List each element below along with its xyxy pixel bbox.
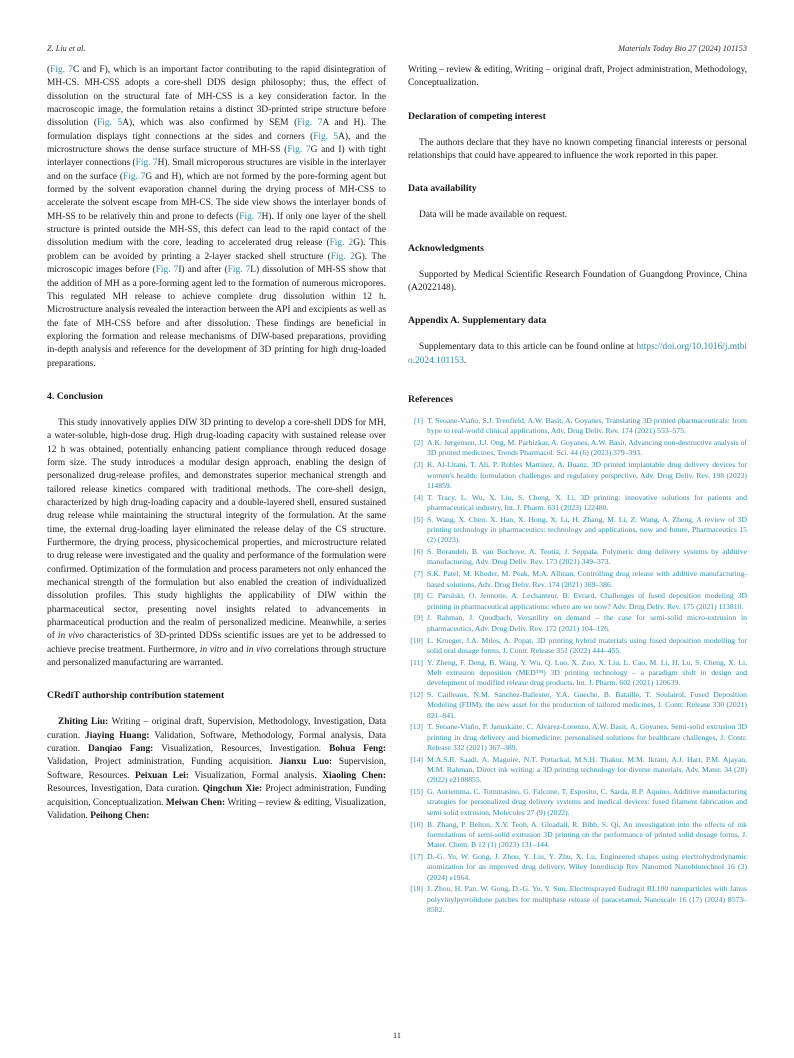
left-column	[47, 64, 386, 823]
text-segment: in vivo	[246, 644, 272, 655]
text-segment: Supervision, Software, Resources.	[47, 757, 386, 781]
text-segment: Peixuan Lei:	[135, 770, 195, 781]
reference-number: [18]	[410, 884, 423, 894]
text-segment: Jianxu Luo:	[279, 757, 339, 768]
text-segment: G and I) with tight interlayer connections (	[47, 145, 386, 169]
text-segment: Resources, Investigation, Data curation.	[47, 784, 203, 795]
text-segment: correlations through structure and personalized manufacturing are warranted.	[47, 644, 386, 669]
reference-link-text[interactable]: T. Seoane-Viaño, S.J. Trenfield, A.W. Basit, A. Goyanes, Translating 3D printed pharmaceuticals: from hype to real-world clinical applications, Adv. Drug Deliv. Rev. 174 (2021) 553–575.	[427, 416, 747, 436]
figure-reference-link[interactable]: Fig. 7	[135, 158, 158, 169]
figure-reference-link[interactable]: Fig. 7	[287, 145, 311, 156]
reference-link-text[interactable]: K. Al-Litani, T. Ali, P. Robles Martinez, A. Buanz, 3D printed implantable drug delivery devices for women's health: formulation challenges and regulatory perspective, Adv. Drug Deliv. Rev. 198 (2023) 114859.	[427, 460, 747, 490]
conclusion-paragraph	[47, 417, 386, 671]
text-segment: I) and after (	[178, 265, 228, 276]
text-segment: in vitro	[199, 644, 228, 655]
text-segment: Peihong Chen:	[90, 810, 150, 821]
reference-link-text[interactable]: T. Tracy, L. Wu, X. Liu, S. Cheng, X. Li, 3D printing: innovative solutions for patients and pharmaceutical industry, Int. J. Pharm. 631 (2023) 122480.	[427, 492, 747, 512]
reference-item	[408, 547, 747, 568]
reference-link-text[interactable]: S.K. Patel, M. Khoder, M. Peak, M.A. Alhnan, Controlling drug release with additive manufacturing-based solutions, Adv. Drug Deliv. Rev. 174 (2021) 369–386.	[427, 569, 747, 589]
section-heading: Data availability	[408, 183, 477, 195]
figure-reference-link[interactable]: Fig. 5	[96, 118, 123, 129]
reference-link-text[interactable]: S. Wang, X. Chen, X. Han, X. Hong, X. Li, H. Zhang, M. Li, Z. Wang, A. Zheng, A review of 3D printing technology in pharmaceutics: technology and applications, now and future, Pharmaceutics 15 (2) (2023).	[427, 514, 747, 545]
back-matter-sections	[408, 111, 747, 296]
reference-number: [6]	[414, 547, 423, 557]
reference-number: [13]	[410, 722, 423, 732]
text-segment: A and H). The formulation displays tight connections at the sides and corners (	[47, 118, 386, 142]
text-segment: Danqiao Fang:	[88, 744, 162, 755]
text-segment: Xiaoling Chen:	[322, 770, 386, 781]
reference-link-text[interactable]: J. Rahman, J. Quodbach, Versatility on demand – the case for semi-solid micro-extrusion in pharmaceutics, Adv. Drug Deliv. Rev. 172 (2021) 104–126.	[427, 613, 747, 633]
text-segment: G and H), which are not formed by the pore-forming agent but formed by the solvent evaporation channel during the drying process of MH-CSS to accelerate the solvent escape from MH-CS. The side view shows the interlayer bonds of MH-SS to be relatively thin and prone to defects (	[47, 171, 386, 222]
page-number: 11	[393, 1031, 401, 1040]
reference-item	[408, 416, 747, 437]
reference-link-text[interactable]: C. Parulski, O. Jennotte, A. Lechanteur, B. Evrard, Challenges of fused deposition modeling 3D printing in pharmaceutical applications: where are we now? Adv. Drug Deliv. Rev. 175 (2021) 113810.	[427, 591, 747, 611]
reference-item	[408, 438, 747, 459]
figure-reference-link[interactable]: Fig. 7	[227, 265, 251, 276]
reference-link-text[interactable]: S. Cailleaux, N.M. Sanchez-Ballester, Y.A. Gueche, B. Bataille, T. Soulairol, Fused Deposition Modeling (FDM), the new asset for the production of tailored medicines, J. Contr. Release 330 (2021) 821–841.	[427, 690, 747, 720]
text-segment: This study innovatively applies DIW 3D printing to develop a core-shell DDS for MH, a water-soluble, high-dose drug. High drug-loading capacity with sustained release over 12 h was obtained, potentially enhancing patient compliance through reduced dosage form size. The study introduces a modular design approach, enabling the design of personalized drug-release profiles, and demonstrates superior mechanical strength and tailored release kinetics compared with traditional methods. The core-shell design, characterized by high drug-loading capacity and a double-layered shell, ensured sustained drug release while maintaining the structural integrity of the formulation. At the same time, the external drug-loading layer eliminated the release delay of the CS structure. Furthermore, the drying process, physicochemical properties, and microstructure related to drug release were investigated and the quality and performance of the formulation were confirmed. Optimization of the formulation and process parameters not only enhanced the mechanical strength of the formulation but also enabled the creation of individualized dissolution profiles. This study highlights the applicability of DIW within the pharmaceutical sector, presenting novel insights related to advancements in pharmaceutical production and the realm of personalized medicine. Meanwhile, a series of	[47, 417, 386, 642]
reference-item	[408, 658, 747, 689]
text-segment: Validation, Project administration, Funding acquisition.	[47, 757, 280, 768]
figure-reference-link[interactable]: Fig. 7	[239, 211, 262, 222]
references-heading: References	[408, 394, 454, 406]
reference-number: [14]	[410, 754, 423, 764]
reference-link-text[interactable]: G. Auriemma, C. Tommasino, G. Falcone, T. Esposito, C. Sarda, R.P. Aquino, Additive manufacturing strategies for personalized drug delivery systems and medical devices: fused filament fabrication and semi solid extrusion, Molecules 27 (9) (2022).	[427, 787, 747, 817]
text-segment: Writing – review & editing, Visualization, Validation.	[47, 797, 386, 821]
reference-list	[408, 416, 747, 915]
text-segment: Validation, Software, Methodology, Formal analysis, Data curation.	[47, 730, 386, 755]
reference-link-text[interactable]: A.K. Jørgensen, J.J. Ong, M. Parhizkar, A. Goyanes, A.W. Basit, Advancing non-destructive analysis of 3D printed medicines, Trends Pharmacol. Sci. 44 (6) (2023) 379–393.	[427, 438, 747, 458]
reference-number: [1]	[414, 416, 423, 426]
credit-paragraph	[47, 716, 386, 823]
reference-number: [3]	[414, 460, 423, 470]
appendix-text-suffix: .	[463, 355, 467, 366]
text-segment: Jiaying Huang:	[85, 730, 155, 741]
reference-number: [10]	[410, 635, 423, 645]
appendix-text: Supplementary data to this article can be found online at	[419, 342, 637, 353]
reference-item	[408, 569, 747, 590]
reference-number: [17]	[410, 851, 423, 861]
text-segment: Writing – original draft, Supervision, Methodology, Investigation, Data curation.	[47, 717, 386, 741]
reference-number: [9]	[414, 613, 423, 623]
text-segment: Qingchun Xie:	[202, 784, 266, 795]
reference-link-text[interactable]: S. Borandeh, B. van Bochove, A. Teotia, J. Seppala, Polymeric drug delivery systems by additive manufacturing, Adv. Drug Deliv. Rev. 173 (2021) 349–373.	[427, 547, 747, 567]
doi-link[interactable]: https://doi.org/10.1016/j.mtbio.2024.101153	[408, 342, 747, 366]
reference-item	[408, 515, 747, 546]
reference-item	[408, 613, 747, 634]
reference-number: [11]	[410, 657, 423, 667]
section-paragraph: The authors declare that they have no known competing financial interests or personal relationships that could have appeared to influence the work reported in this paper.	[408, 137, 747, 162]
right-column	[408, 64, 747, 917]
reference-number: [7]	[414, 569, 423, 579]
reference-number: [8]	[414, 591, 423, 601]
reference-number: [12]	[410, 690, 423, 700]
reference-item	[408, 722, 747, 753]
reference-item	[408, 852, 747, 883]
figure-reference-link[interactable]: Fig. 7	[123, 171, 146, 182]
reference-item	[408, 787, 747, 818]
reference-link-text[interactable]: J. Zhou, H. Pan, W. Gong, D.-G. Yu, Y. Sun, Electrosprayed Eudragit RL100 nanoparticles with Janus polyvinylpyrrolidone patches for multiphase release of paracetamol, Nanoscale 16 (17) (2024) 8573–8582.	[427, 884, 747, 914]
reference-item	[408, 884, 747, 915]
text-segment: H). If only one layer of the shell structure is printed outside the MH-SS, this defect can lead to the rapid contact of the dissolution medium with the core, leading to accelerated drug release (	[47, 211, 386, 249]
running-head	[47, 44, 747, 53]
reference-link-text[interactable]: T. Seoane-Viaño, P. Januskaite, C. Alvarez-Lorenzo, A.W. Basit, A. Goyanes, Semi-solid extrusion 3D printing in drug delivery and biomedicine: personalised solutions for healthcare challenges, J. Contr. Release 332 (2021) 367–389.	[427, 722, 747, 752]
text-segment: H). Small microporous structures are visible in the interlayer and on the surface (	[47, 158, 386, 182]
reference-item	[408, 755, 747, 786]
text-segment: and	[227, 644, 247, 655]
text-segment: Project administration, Funding acquisition, Conceptualization.	[47, 784, 386, 808]
reference-number: [4]	[414, 492, 423, 502]
text-segment: Bohua Feng:	[329, 744, 387, 755]
reference-item	[408, 460, 747, 491]
figure-reference-link[interactable]: Fig. 7	[297, 118, 323, 129]
text-segment: Meiwan Chen:	[165, 797, 228, 808]
reference-link-text[interactable]: D.-G. Yu, W. Gong, J. Zhou, Y. Liu, Y. Zhu, X. Lu, Engineered shapes using electrohydrodynamic atomization for an improved drug delivery, Wiley Interdiscip Rev Nanomed Nanobiotechnol 16 (3) (2024) e1964.	[427, 851, 747, 882]
text-segment: (	[47, 65, 51, 75]
reference-number: [15]	[410, 787, 423, 797]
reference-item	[408, 591, 747, 612]
text-segment: Visualization, Resources, Investigation.	[161, 744, 330, 755]
figure-reference-link[interactable]: Fig. 2	[329, 238, 354, 249]
section-paragraph: Supported by Medical Scientific Research Foundation of Guangdong Province, China (A2022148).	[408, 269, 747, 294]
figure-reference-link[interactable]: Fig. 2	[330, 251, 355, 262]
reference-link-text[interactable]: Y. Zheng, F. Deng, B. Wang, Y. Wu, Q. Luo, X. Zuo, X. Liu, L. Cao, M. Li, H. Lu, S. Cheng, X. Li, Melt extrusion deposition (MED™) 3D printing technology – a paradigm shift in design and development of modified release drug products, Int. J. Pharm. 602 (2021) 120639.	[427, 657, 747, 688]
credit-paragraph-continued: Writing – review & editing, Writing – original draft, Project administration, Methodology, Conceptualization.	[408, 65, 747, 89]
reference-item	[408, 493, 747, 514]
reference-link-text[interactable]: M.A.S.R. Saadi, A. Maguire, N.T. Pottackal, M.S.H. Thakur, M.M. Ikram, A.J. Hart, P.M. Ajayan, M.M. Rahman, Direct ink writing: a 3D printing technology for diverse materials, Adv. Mater. 34 (28) (2022) e2108855.	[427, 754, 747, 785]
section-paragraph: Data will be made available on request.	[419, 210, 568, 221]
section-heading: Declaration of competing interest	[408, 110, 546, 122]
reference-number: [5]	[414, 514, 423, 524]
body-paragraph-continued	[47, 64, 386, 371]
text-segment: A), and the microstructure shows the dense surface structure of MH-SS (	[47, 131, 386, 156]
running-head-author: Z. Liu et al.	[47, 44, 86, 53]
text-segment: G). This problem can be avoided by printing a 2-layer stacked shell structure (	[47, 238, 386, 262]
text-segment: Visualization, Formal analysis.	[194, 770, 323, 781]
section-heading: Acknowledgments	[408, 242, 484, 254]
figure-reference-link[interactable]: Fig. 7	[155, 265, 179, 276]
text-segment: A), which was also confirmed by SEM (	[122, 118, 298, 129]
appendix-paragraph	[408, 341, 747, 368]
figure-reference-link[interactable]: Fig. 5	[313, 131, 339, 142]
figure-reference-link[interactable]: Fig. 7	[50, 65, 73, 75]
conclusion-heading: 4. Conclusion	[47, 390, 103, 402]
text-segment: in vivo	[57, 631, 84, 642]
credit-heading: CRediT authorship contribution statement	[47, 690, 225, 702]
appendix-heading: Appendix A. Supplementary data	[408, 315, 547, 327]
text-segment: characteristics of 3D-printed DDSs scientific issues are yet to be addressed to achieve precise treatment. Furthermore,	[47, 631, 386, 655]
text-segment: Zhiting Liu:	[58, 717, 112, 728]
running-head-journal: Materials Today Bio 27 (2024) 101153	[618, 44, 747, 53]
reference-item	[408, 690, 747, 721]
reference-link-text[interactable]: B. Zhang, P. Belton, X.Y. Teoh, A. Gleadall, R. Bibb, S. Qi, An investigation into the effects of ink formulations of semi-solid extrusion 3D printing on the performance of printed solid dosage forms, J. Mater. Chem. B 12 (1) (2023) 131–144.	[427, 819, 747, 850]
reference-number: [16]	[410, 819, 423, 829]
reference-item	[408, 636, 747, 657]
reference-number: [2]	[414, 438, 423, 448]
text-segment: L) dissolution of MH-SS show that the addition of MH as a pore-forming agent led to the formation of numerous micropores. This regulated MH release to achieve complete drug dissolution within 12 h. Microstructure analysis revealed the interaction between the API and excipients as well as the fate of MH-CSS before and after dissolution. These findings are beneficial in exploring the formation and release mechanisms of DIW-based preparations, providing in-depth analysis and reference for the development of 3D printing for high drug-loaded preparations.	[47, 265, 386, 369]
text-segment: C and F), which is an important factor contributing to the rapid disintegration of MH-CS. MH-CSS adopts a core-shell DDS design philosophy; thus, the effect of dissolution on the structural fate of MH-CSS is a key consideration factor. In the macroscopic image, the formulation retains a distinct 3D-printed stripe structure before dissolution (	[47, 65, 386, 129]
reference-item	[408, 820, 747, 851]
reference-link-text[interactable]: L. Krueger, J.A. Miles, A. Popat, 3D printing hybrid materials using fused deposition modelling for solid oral dosage forms, J. Contr. Release 351 (2022) 444–455.	[427, 635, 747, 655]
text-segment: G). The microscopic images before (	[47, 251, 386, 276]
